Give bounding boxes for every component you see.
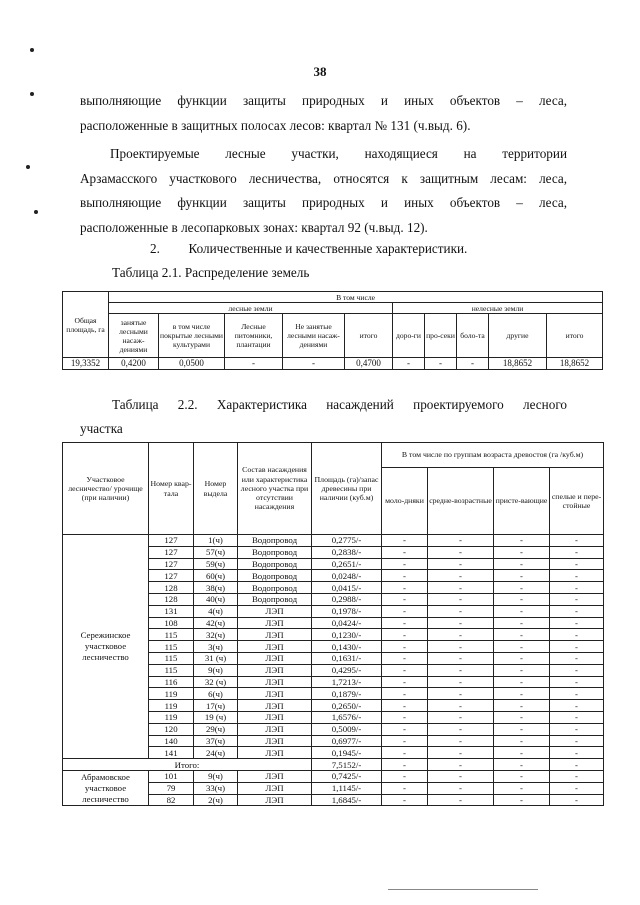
table-cell: - — [225, 358, 283, 370]
table-row — [63, 770, 604, 782]
table-cell: Водопровод — [238, 535, 312, 547]
total-label: Итого: — [63, 759, 312, 771]
header-mature: спелые и пере-стойные — [550, 468, 604, 535]
section-title: Количественные и качественные характеристики. — [188, 241, 468, 256]
header-swamps: боло-та — [457, 314, 489, 358]
header-composition: Состав насаждения или характеристика лесного участка при отсутствии насаждения — [238, 443, 312, 535]
table-cell: 127 — [149, 546, 194, 558]
table-cell: ЛЭП — [238, 629, 312, 641]
table-cell: 38(ч) — [194, 582, 238, 594]
table-cell: - — [494, 535, 550, 547]
section-number: 2. — [150, 241, 160, 256]
table-cell: 0,2650/- — [312, 700, 382, 712]
table-cell: 128 — [149, 582, 194, 594]
header-roads: доро-ги — [393, 314, 425, 358]
table-cell: - — [382, 676, 428, 688]
table-cell: 19,3352 — [63, 358, 109, 370]
stands-characteristics-table — [62, 442, 604, 806]
table-cell: 116 — [149, 676, 194, 688]
paragraph-2 — [80, 142, 567, 240]
table-cell: - — [494, 723, 550, 735]
table-cell: ЛЭП — [238, 676, 312, 688]
table-cell: - — [494, 582, 550, 594]
table-cell: 82 — [149, 794, 194, 806]
table-cell: - — [428, 782, 494, 794]
table-cell: - — [550, 711, 604, 723]
header-unoccupied: Не занятые лесными насаж-дениями — [283, 314, 345, 358]
table-cell: - — [550, 593, 604, 605]
table-cell: - — [550, 747, 604, 759]
table-cell: 31 (ч) — [194, 652, 238, 664]
table-cell: 127 — [149, 570, 194, 582]
table-cell: 0,1631/- — [312, 652, 382, 664]
table-cell: 0,4700 — [345, 358, 393, 370]
table-cell: - — [428, 723, 494, 735]
text-line: Проектируемые лесные участки, находящиеся на территории — [110, 146, 567, 161]
group1-rows — [63, 535, 604, 759]
header-total-area: Общая площадь, га — [63, 292, 109, 358]
table-cell: - — [550, 759, 604, 771]
table-cell: - — [550, 629, 604, 641]
table-cell: 0,0500 — [159, 358, 225, 370]
header-section: Номер выдела — [194, 443, 238, 535]
table-cell: 1,1145/- — [312, 782, 382, 794]
table-cell: ЛЭП — [238, 641, 312, 653]
table-cell: - — [494, 676, 550, 688]
table-cell: - — [428, 582, 494, 594]
table-cell: ЛЭП — [238, 735, 312, 747]
table-cell: 1,6845/- — [312, 794, 382, 806]
table-cell: 140 — [149, 735, 194, 747]
table-cell: 119 — [149, 700, 194, 712]
table-cell: 4(ч) — [194, 605, 238, 617]
table-cell: 17(ч) — [194, 700, 238, 712]
header-middle-aged: средне-возрастные — [428, 468, 494, 535]
table-cell: - — [428, 711, 494, 723]
table-cell: - — [550, 770, 604, 782]
table-cell: 32 (ч) — [194, 676, 238, 688]
table-cell: 0,1430/- — [312, 641, 382, 653]
table-cell: ЛЭП — [238, 794, 312, 806]
table-row — [63, 358, 603, 370]
table-cell: - — [382, 546, 428, 558]
footer-line — [388, 889, 538, 890]
table-cell: - — [494, 759, 550, 771]
table-cell: - — [494, 770, 550, 782]
table-cell: - — [494, 546, 550, 558]
table-cell: - — [382, 770, 428, 782]
header-nurseries: Лесные питомники, плантации — [225, 314, 283, 358]
table-cell: ЛЭП — [238, 723, 312, 735]
table-cell: - — [494, 700, 550, 712]
table-cell: 9(ч) — [194, 664, 238, 676]
table-cell: - — [494, 641, 550, 653]
text-line: Арзамасского участкового лесничества, относятся к защитным лесам: леса, — [80, 170, 567, 186]
table-cell: - — [494, 782, 550, 794]
table-cell: - — [494, 747, 550, 759]
table-cell: - — [494, 629, 550, 641]
group2-rows — [63, 770, 604, 805]
table-cell: Водопровод — [238, 546, 312, 558]
table-cell: - — [550, 794, 604, 806]
table-cell: 127 — [149, 535, 194, 547]
table-cell: - — [457, 358, 489, 370]
table-cell: - — [382, 629, 428, 641]
total-row — [63, 759, 604, 771]
table-cell: - — [428, 546, 494, 558]
table-cell: 18,8652 — [489, 358, 547, 370]
header-quarter: Номер квар-тала — [149, 443, 194, 535]
margin-dot — [30, 92, 34, 96]
table-cell: 0,6977/- — [312, 735, 382, 747]
table-cell: 120 — [149, 723, 194, 735]
land-distribution-table — [62, 291, 603, 370]
table-cell: - — [494, 558, 550, 570]
page-number: 38 — [313, 64, 327, 79]
total-area: 7,5152/- — [312, 759, 382, 771]
table-cell: - — [382, 593, 428, 605]
table-cell: - — [550, 735, 604, 747]
table-cell: ЛЭП — [238, 652, 312, 664]
margin-dot — [30, 48, 34, 52]
paragraph-1 — [80, 89, 567, 138]
table-cell: - — [382, 759, 428, 771]
table-cell: - — [382, 735, 428, 747]
table-cell: - — [382, 747, 428, 759]
table-cell: ЛЭП — [238, 747, 312, 759]
table-cell: - — [550, 700, 604, 712]
table-cell: - — [382, 711, 428, 723]
table-cell: ЛЭП — [238, 711, 312, 723]
table-cell: - — [550, 652, 604, 664]
table-cell: - — [428, 700, 494, 712]
header-young: моло-дняки — [382, 468, 428, 535]
table-cell: 0,0415/- — [312, 582, 382, 594]
table-cell: - — [550, 582, 604, 594]
table-cell: - — [494, 605, 550, 617]
table-cell: 127 — [149, 558, 194, 570]
table-cell: - — [428, 676, 494, 688]
table-cell: 79 — [149, 782, 194, 794]
table-cell: 24(ч) — [194, 747, 238, 759]
table-cell: - — [382, 794, 428, 806]
table-cell: Водопровод — [238, 558, 312, 570]
table-cell: 0,2775/- — [312, 535, 382, 547]
table-cell: - — [428, 605, 494, 617]
header-in-that-number: В том числе — [109, 292, 603, 303]
table-cell: - — [428, 558, 494, 570]
table-cell: 40(ч) — [194, 593, 238, 605]
table-row — [63, 535, 604, 547]
table-cell: 119 — [149, 688, 194, 700]
text-line: выполняющие функции защиты природных и иных объектов – леса, — [80, 93, 567, 108]
table-cell: - — [494, 652, 550, 664]
table-cell: - — [428, 652, 494, 664]
table-cell: - — [428, 617, 494, 629]
table-cell: - — [382, 700, 428, 712]
header-forestry: Участковое лесничество/ урочище (при наличии) — [63, 443, 149, 535]
table-cell: 108 — [149, 617, 194, 629]
table-cell: - — [494, 570, 550, 582]
section-heading — [150, 237, 467, 262]
table-cell: - — [382, 782, 428, 794]
table-cell: - — [382, 652, 428, 664]
table-cell: 0,1945/- — [312, 747, 382, 759]
table-cell: - — [550, 676, 604, 688]
header-nonforest-lands: нелесные земли — [393, 303, 603, 314]
table-cell: - — [428, 794, 494, 806]
margin-dot — [26, 165, 30, 169]
table-cell: 128 — [149, 593, 194, 605]
table-cell: - — [550, 570, 604, 582]
table1-caption: Таблица 2.1. Распределение земель — [112, 265, 310, 280]
table-cell: - — [382, 641, 428, 653]
text-line: выполняющие функции защиты природных и иных объектов – леса, — [80, 195, 567, 210]
header-forest-lands: лесные земли — [109, 303, 393, 314]
table-cell: - — [550, 664, 604, 676]
table-cell: - — [550, 558, 604, 570]
forestry-name: Абрамовское участковое лесничество — [63, 770, 149, 805]
table-cell: - — [428, 629, 494, 641]
table-cell: 141 — [149, 747, 194, 759]
table-cell: 101 — [149, 770, 194, 782]
table-cell: - — [382, 570, 428, 582]
table-cell: 131 — [149, 605, 194, 617]
header-occupied: занятые лесными насаж-дениями — [109, 314, 159, 358]
table-cell: - — [550, 782, 604, 794]
table-cell: 0,5009/- — [312, 723, 382, 735]
table-cell: - — [428, 664, 494, 676]
header-other: другие — [489, 314, 547, 358]
table-cell: - — [382, 582, 428, 594]
table-cell: 2(ч) — [194, 794, 238, 806]
table-cell: 60(ч) — [194, 570, 238, 582]
table2-caption — [112, 393, 567, 418]
table-cell: 19 (ч) — [194, 711, 238, 723]
table-cell: - — [550, 723, 604, 735]
header-area: Площадь (га)/запас древесины при наличии (куб.м) — [312, 443, 382, 535]
table-cell: - — [382, 664, 428, 676]
table-cell: - — [428, 747, 494, 759]
table-cell: - — [494, 593, 550, 605]
table-cell: 29(ч) — [194, 723, 238, 735]
table-cell: - — [428, 641, 494, 653]
header-total-forest: итого — [345, 314, 393, 358]
table-cell: - — [428, 570, 494, 582]
table-cell: 18,8652 — [547, 358, 603, 370]
table-cell: 1,6576/- — [312, 711, 382, 723]
table-cell: - — [425, 358, 457, 370]
table-cell: ЛЭП — [238, 782, 312, 794]
table-cell: - — [382, 723, 428, 735]
table-cell: 37(ч) — [194, 735, 238, 747]
table-cell: Водопровод — [238, 570, 312, 582]
table-cell: 0,4295/- — [312, 664, 382, 676]
table-cell: 0,2651/- — [312, 558, 382, 570]
table-cell: 0,1879/- — [312, 688, 382, 700]
header-total-nonforest: итого — [547, 314, 603, 358]
table-cell: - — [494, 735, 550, 747]
table-cell: - — [494, 688, 550, 700]
table-cell: 0,1978/- — [312, 605, 382, 617]
text-line: Таблица 2.2. Характеристика насаждений проектируемого лесного — [112, 397, 567, 412]
table-cell: 9(ч) — [194, 770, 238, 782]
table-cell: 42(ч) — [194, 617, 238, 629]
table-cell: - — [428, 759, 494, 771]
table-cell: - — [428, 688, 494, 700]
table-cell: - — [494, 617, 550, 629]
table-cell: - — [550, 535, 604, 547]
table-cell: Водопровод — [238, 593, 312, 605]
table-cell: 0,0248/- — [312, 570, 382, 582]
table-cell: ЛЭП — [238, 617, 312, 629]
header-covered-by-cultures: в том числе покрытые лесными культурами — [159, 314, 225, 358]
table-cell: ЛЭП — [238, 700, 312, 712]
header-maturing: присте-вающие — [494, 468, 550, 535]
text-line: расположенные в защитных полосах лесов: квартал № 131 (ч.выд. 6). — [80, 117, 471, 133]
table-cell: - — [382, 535, 428, 547]
table-cell: - — [550, 605, 604, 617]
table-cell: ЛЭП — [238, 605, 312, 617]
table-cell: 115 — [149, 664, 194, 676]
table-cell: 1,7213/- — [312, 676, 382, 688]
table-cell: 115 — [149, 641, 194, 653]
table-cell: ЛЭП — [238, 770, 312, 782]
header-clearings: про-секи — [425, 314, 457, 358]
table-cell: 59(ч) — [194, 558, 238, 570]
forestry-name: Сережинское участковое лесничество — [63, 535, 149, 759]
table-cell: 6(ч) — [194, 688, 238, 700]
table-cell: - — [550, 688, 604, 700]
header-age-groups: В том числе по группам возраста древостоя (га /куб.м) — [382, 443, 604, 468]
table-cell: 33(ч) — [194, 782, 238, 794]
margin-dot — [34, 210, 38, 214]
table-cell: - — [550, 546, 604, 558]
table-cell: - — [382, 617, 428, 629]
table-cell: - — [494, 664, 550, 676]
table-cell: 32(ч) — [194, 629, 238, 641]
table-cell: 115 — [149, 629, 194, 641]
table-cell: - — [382, 688, 428, 700]
table-cell: 57(ч) — [194, 546, 238, 558]
table-cell: - — [382, 558, 428, 570]
table-cell: 0,7425/- — [312, 770, 382, 782]
table-cell: 0,1230/- — [312, 629, 382, 641]
table-cell: - — [382, 605, 428, 617]
table-cell: - — [494, 711, 550, 723]
table-cell: - — [393, 358, 425, 370]
table-cell: 0,0424/- — [312, 617, 382, 629]
table-cell: - — [428, 735, 494, 747]
table-cell: 119 — [149, 711, 194, 723]
table2-caption-continued: участка — [80, 421, 123, 436]
table-cell: ЛЭП — [238, 688, 312, 700]
table-cell: ЛЭП — [238, 664, 312, 676]
table-cell: 0,2838/- — [312, 546, 382, 558]
table-cell: - — [550, 617, 604, 629]
table-cell: 0,2988/- — [312, 593, 382, 605]
table-cell: - — [494, 794, 550, 806]
table-cell: 1(ч) — [194, 535, 238, 547]
table-cell: 115 — [149, 652, 194, 664]
table-cell: - — [428, 535, 494, 547]
table-cell: 3(ч) — [194, 641, 238, 653]
table-cell: - — [428, 770, 494, 782]
table-cell: - — [428, 593, 494, 605]
table-cell: Водопровод — [238, 582, 312, 594]
table-cell: - — [550, 641, 604, 653]
table-cell: 0,4200 — [109, 358, 159, 370]
table-cell: - — [283, 358, 345, 370]
text-line: расположенные в лесопарковых зонах: квартал 92 (ч.выд. 12). — [80, 219, 428, 235]
